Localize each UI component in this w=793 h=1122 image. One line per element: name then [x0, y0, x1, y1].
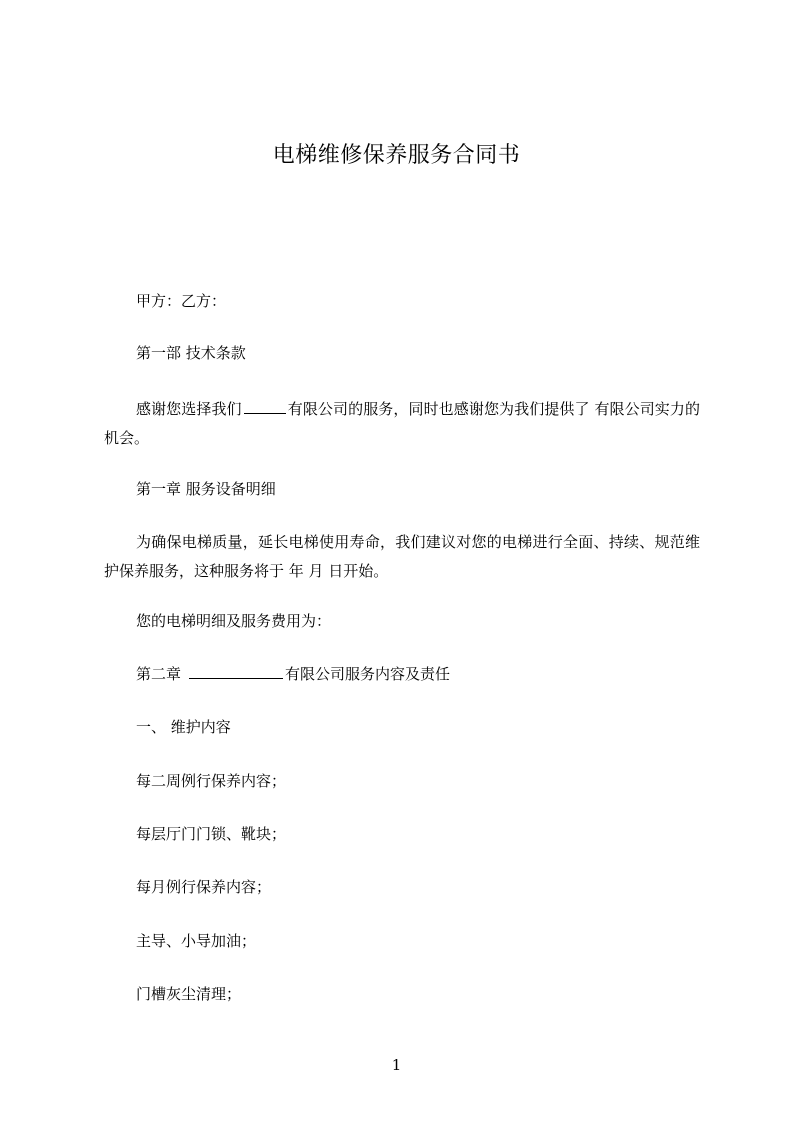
list-item: 每二周例行保养内容；: [136, 772, 287, 790]
list-item: 每层厅门门锁、靴块；: [136, 825, 287, 843]
chapter2-company-blank: [189, 663, 283, 679]
list-item: 门槽灰尘清理；: [136, 985, 242, 1003]
elevator-details-line: 您的电梯明细及服务费用为：: [136, 612, 332, 630]
list-item: 主导、小导加油；: [136, 932, 257, 950]
intro-paragraph: [104, 395, 700, 453]
chapter2-title: 有限公司服务内容及责任: [285, 665, 451, 683]
intro-text-start: 感谢您选择我们: [136, 400, 242, 418]
section1-heading: 一、 维护内容: [136, 718, 231, 736]
chapter2-heading: [136, 663, 450, 685]
list-item: 每月例行保养内容；: [136, 878, 272, 896]
part1-heading: 第一部 技术条款: [136, 344, 246, 362]
intro-text-end: 有限公司的服务，同时也感谢您为我们提供了 有限公司实力的机会。: [104, 400, 700, 447]
chapter2-prefix: 第二章: [136, 665, 182, 683]
parties-line: 甲方：乙方：: [136, 292, 227, 310]
chapter1-paragraph: 为确保电梯质量，延长电梯使用寿命，我们建议对您的电梯进行全面、持续、规范维护保养服务，这种服务将于 年 月 日开始。: [104, 533, 700, 580]
chapter1-heading: 第一章 服务设备明细: [136, 480, 276, 498]
company-name-blank: [244, 398, 286, 414]
document-title: 电梯维修保养服务合同书: [272, 143, 521, 168]
page-number: 1: [391, 1056, 402, 1074]
